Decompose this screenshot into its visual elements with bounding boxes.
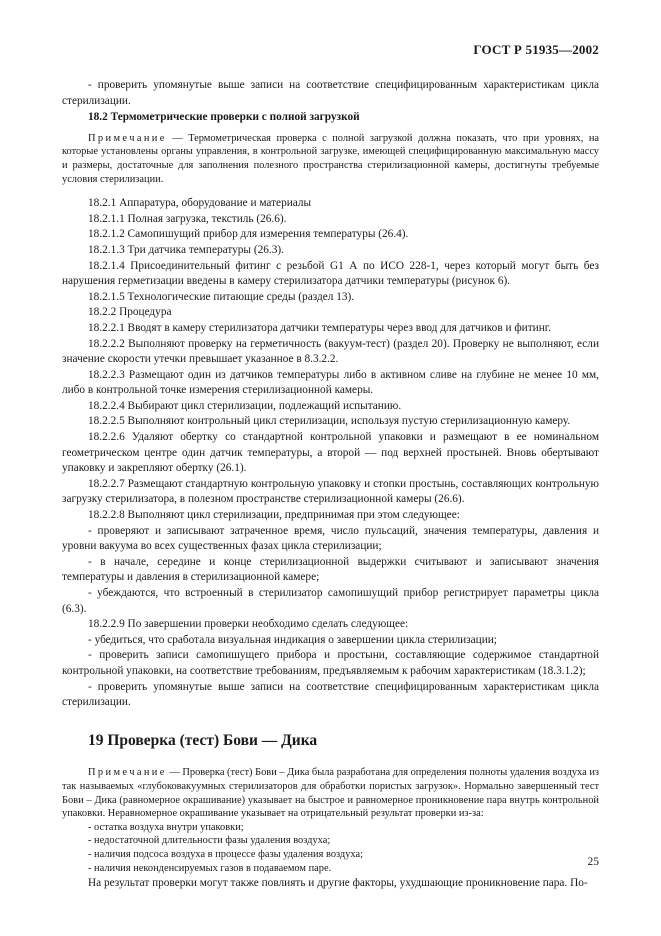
note-list-item: - наличия неконденсируемых газов в подаваемом паре. [88, 862, 332, 874]
note-19 [62, 766, 599, 820]
note-text: — Проверка (тест) Бови – Дика была разработана для определения полноты удаления воздуха из так называемых «глубоковакуумных стерилизаторов для обработки пористых загрузок». Нормально завершенный тест Бови – Дика (равномерное окрашивание) указывает на быстрое и равномерное проникновение пара внутрь контрольной упаковки. Неравномерное окрашивание указывает на отрицательный результат проверки из-за: [62, 767, 599, 820]
section-heading-19: 19 Проверка (тест) Бови — Дика [88, 731, 318, 749]
paragraph: 18.2.2 Процедура [88, 306, 172, 319]
list-item: - проверяют и записывают затраченное время, число пульсаций, значения температуры, давления и уровни вакуума во всех существенных фазах цикла стерилизации; [62, 524, 599, 553]
paragraph: 18.2.2.8 Выполняют цикл стерилизации, предпринимая при этом следующее: [88, 509, 460, 522]
paragraph: 18.2.2.1 Вводят в камеру стерилизатора датчики температуры через ввод для датчиков и фитинг. [88, 321, 551, 334]
paragraph: 18.2.2.9 По завершении проверки необходимо сделать следующее: [88, 618, 409, 631]
paragraph: 18.2.2.5 Выполняют контрольный цикл стерилизации, используя пустую стерилизационную камеру. [88, 415, 571, 428]
paragraph: 18.2.1.4 Присоединительный фитинг с резьбой G1 А по ИСО 228-1, через который могут быть без нарушения герметизации введены в камеру стерилизатора датчики температуры (рисунок 6). [62, 259, 599, 288]
list-item: - убеждаются, что встроенный в стерилизатор самопишущий прибор регистрирует параметры цикла (6.3). [62, 587, 599, 615]
note-18-2 [62, 132, 599, 186]
paragraph: 18.2.1.2 Самопишущий прибор для измерения температуры (26.4). [88, 228, 409, 241]
note-label: Примечание [88, 132, 167, 144]
page-number: 25 [587, 856, 599, 868]
paragraph: 18.2.2.3 Размещают один из датчиков температуры либо в активном сливе на глубине не менее 10 мм, либо в контрольной точке измерения стерилизационной камеры. [62, 368, 599, 397]
paragraph: 18.2.1.5 Технологические питающие среды (раздел 13). [88, 290, 355, 303]
list-item: - проверить записи самопишущего прибора и простыни, составляющие содержимое стандартной контрольной упаковки, на соответствие требованиям, предъявляемым к рабочим характеристикам (18.3.1.2); [62, 649, 599, 677]
list-item: - убедиться, что сработала визуальная индикация о завершении цикла стерилизации; [88, 633, 497, 646]
list-item: - в начале, середине и конце стерилизационной выдержки считывают и записывают значения температуры и давления в стерилизационной камере; [62, 555, 599, 584]
note-label: Примечание [88, 767, 167, 779]
paragraph: 18.2.1.1 Полная загрузка, текстиль (26.6). [88, 212, 287, 225]
paragraph: 18.2.1 Аппаратура, оборудование и материалы [88, 197, 312, 210]
list-item: - проверить упомянутые выше записи на соответствие специфицированным характеристикам цикла стерилизации. [62, 79, 599, 107]
paragraph: 18.2.2.6 Удаляют обертку со стандартной контрольной упаковки и размещают в ее номинальном геометрическом центре один датчик температуры, а второй — под верхней простыней. Вновь обертывают упаковку и закрепляют обертку (26.1). [62, 431, 599, 475]
paragraph: 18.2.1.3 Три датчика температуры (26.3). [88, 243, 284, 256]
document-header: ГОСТ Р 51935—2002 [473, 42, 599, 57]
section-heading-18-2: 18.2 Термометрические проверки с полной загрузкой [88, 111, 360, 124]
list-item: - проверить упомянутые выше записи на соответствие специфицированным характеристикам цикла стерилизации. [62, 680, 599, 709]
document-page [62, 0, 599, 936]
note-text: — Термометрическая проверка с полной загрузкой должна показать, что при уровнях, на которые установлены органы управления, в контрольной загрузке, имеющей специфицированную максимальную массу и размеры, достаточные для заполнения полезного пространства стерилизационной камеры, достигнуты требуемые условия стерилизации. [62, 132, 599, 185]
document-body [62, 78, 599, 892]
paragraph: 18.2.2.7 Размещают стандартную контрольную упаковку и стопки простынь, составляющих контрольную загрузку стерилизатора, в полезном пространстве стерилизационной камеры (26.6). [62, 477, 599, 506]
note-list-item: - остатка воздуха внутри упаковки; [88, 821, 244, 833]
paragraph: 18.2.2.2 Выполняют проверку на герметичность (вакуум-тест) (раздел 20). Проверку не выполняют, если значение скорости утечки превышает указанное в 8.3.2.2. [62, 337, 599, 366]
note-list-item: - недостаточной длительности фазы удаления воздуха; [88, 835, 331, 847]
paragraph: На результат проверки могут также повлиять и другие факторы, ухудшающие проникновение пара. По- [88, 877, 588, 890]
note-list-item: - наличия подсоса воздуха в процессе фазы удаления воздуха; [88, 848, 363, 860]
paragraph: 18.2.2.4 Выбирают цикл стерилизации, подлежащий испытанию. [88, 399, 402, 412]
